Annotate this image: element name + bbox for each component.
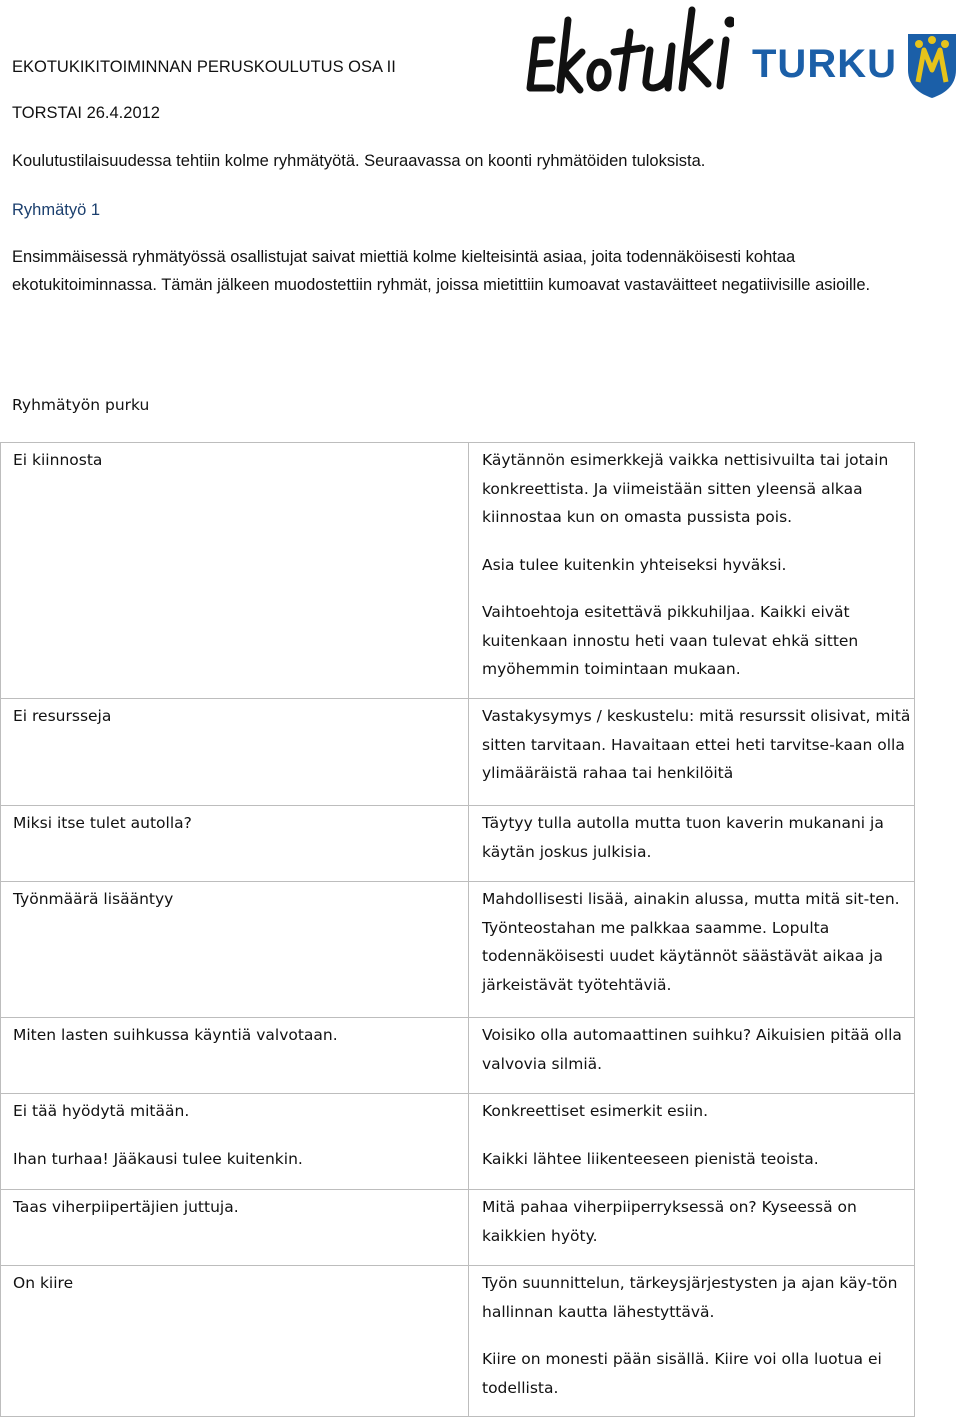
objection-cell — [1, 1018, 469, 1094]
table-title: Ryhmätyön purku — [12, 396, 150, 414]
group-work-table — [0, 442, 915, 1417]
table-row — [1, 1094, 915, 1190]
response-cell — [469, 443, 915, 699]
ekotuki-logo — [522, 0, 734, 100]
objection-text: Ei tää hyödytä mitään. — [13, 1102, 190, 1120]
objection-cell — [1, 1094, 469, 1190]
objection-text: Miksi itse tulet autolla? — [13, 814, 192, 832]
response-text: Konkreettiset esimerkit esiin. — [482, 1102, 709, 1120]
document-title: EKOTUKIKITOIMINNAN PERUSKOULUTUS OSA II — [12, 58, 396, 76]
table-row — [1, 1266, 915, 1417]
response-text: Mahdollisesti lisää, ainakin alussa, mutta mitä sit-ten. Työnteostahan me palkkaa saamme. Lopulta todennäköisesti uudet käytännöt säästävät aikaa ja järkeistävät työtehtäviä. — [482, 890, 900, 994]
table-row — [1, 1190, 915, 1266]
objection-text: On kiire — [13, 1274, 74, 1292]
turku-coat-of-arms-icon — [904, 30, 960, 100]
response-text: Asia tulee kuitenkin yhteiseksi hyväksi. — [482, 555, 787, 574]
response-cell — [469, 1018, 915, 1094]
intro-text: Koulutustilaisuudessa tehtiin kolme ryhmätyötä. Seuraavassa on koonti ryhmätöiden tuloksista. — [12, 152, 706, 170]
response-text: Vaihtoehtoja esitettävä pikkuhiljaa. Kaikki eivät kuitenkaan innostu heti vaan tulevat ehkä sitten myöhemmin toimintaan mukaan. — [482, 603, 859, 678]
objection-cell — [1, 443, 469, 699]
objection-text: Ei resursseja — [13, 707, 112, 725]
objection-text: Taas viherpiipertäjien juttuja. — [13, 1198, 239, 1216]
response-cell — [469, 806, 915, 882]
objection-text: Työnmäärä lisääntyy — [13, 890, 174, 908]
response-text: Mitä pahaa viherpiiperryksessä on? Kyseessä on kaikkien hyöty. — [482, 1198, 857, 1245]
response-text: Voisiko olla automaattinen suihku? Aikuisien pitää olla valvovia silmiä. — [482, 1026, 902, 1073]
section-paragraph: Ensimmäisessä ryhmätyössä osallistujat saivat miettiä kolme kielteisintä asiaa, joita todennäköisesti kohtaa ekotukitoiminnassa. Tämän jälkeen muodostettiin ryhmät, joissa mietittiin kumoavat vastaväitteet negatiivisille asioille. — [12, 248, 871, 294]
objection-cell — [1, 882, 469, 1018]
objection-cell — [1, 806, 469, 882]
section-heading: Ryhmätyö 1 — [12, 201, 101, 219]
objection-cell — [1, 1266, 469, 1417]
response-text: Käytännön esimerkkejä vaikka nettisivuilta tai jotain konkreettista. Ja viimeistään sitten yleensä alkaa kiinnostaa kun on omasta pussista pois. — [482, 451, 889, 526]
response-cell — [469, 882, 915, 1018]
response-cell — [469, 699, 915, 806]
turku-logo — [748, 30, 960, 104]
response-text: Kaikki lähtee liikenteeseen pienistä teoista. — [482, 1149, 819, 1168]
objection-text: Ei kiinnosta — [13, 451, 103, 469]
response-text: Kiire on monesti pään sisällä. Kiire voi olla luotua ei todellista. — [482, 1350, 882, 1397]
objection-text: Miten lasten suihkussa käyntiä valvotaan. — [13, 1026, 338, 1044]
response-cell — [469, 1190, 915, 1266]
document-date: TORSTAI 26.4.2012 — [12, 104, 160, 122]
table-row — [1, 1018, 915, 1094]
objection-cell — [1, 699, 469, 806]
table-row — [1, 699, 915, 806]
objection-text: Ihan turhaa! Jääkausi tulee kuitenkin. — [13, 1149, 303, 1168]
response-text: Vastakysymys / keskustelu: mitä resurssit olisivat, mitä sitten tarvitaan. Havaitaan ettei heti tarvitse-kaan olla ylimääräistä rahaa tai henkilöitä — [482, 707, 911, 782]
table-row — [1, 882, 915, 1018]
table-row — [1, 806, 915, 882]
response-text: Täytyy tulla autolla mutta tuon kaverin mukanani ja käytän joskus julkisia. — [482, 814, 884, 861]
response-text: Työn suunnittelun, tärkeysjärjestysten ja ajan käy-tön hallinnan kautta lähestyttävä. — [482, 1274, 898, 1321]
turku-wordmark: TURKU — [752, 42, 897, 86]
response-cell — [469, 1094, 915, 1190]
objection-cell — [1, 1190, 469, 1266]
table-row — [1, 443, 915, 699]
response-cell — [469, 1266, 915, 1417]
